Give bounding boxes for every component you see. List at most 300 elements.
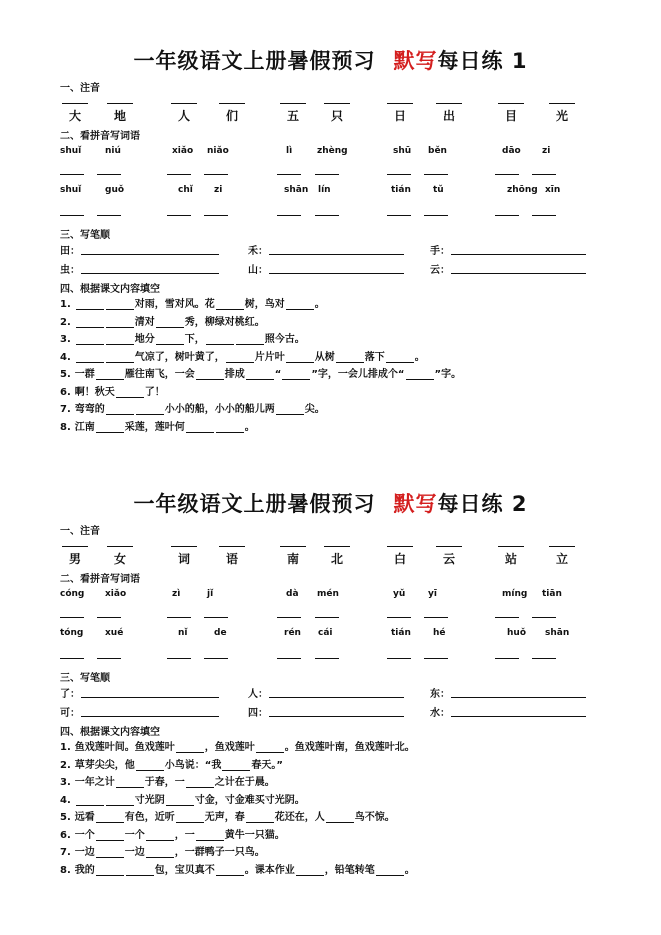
stroke-label: 东：: [430, 689, 450, 700]
character: 目: [504, 109, 517, 123]
answer-line: [387, 215, 411, 216]
section-pinyin-heading: 二、看拼音写词语: [60, 131, 140, 142]
pinyin-write-line: [171, 546, 197, 547]
stroke-label: 人：: [248, 689, 268, 700]
pinyin-write-line: [324, 546, 350, 547]
sentence-text: 尖。: [304, 404, 325, 415]
section-zhuyin-heading: 一、注音: [60, 526, 100, 537]
pinyin-word: shuǐ: [60, 185, 82, 195]
sentence-text: 一边: [124, 847, 145, 858]
answer-line: [495, 617, 519, 618]
fill-blank-sentence: [60, 756, 283, 771]
section-fill-heading: 四、根据课文内容填空: [60, 284, 160, 295]
fill-blank: [116, 777, 144, 788]
fill-blank-sentence: [60, 773, 275, 788]
section-stroke-heading: 三、写笔顺: [60, 230, 110, 241]
sentence-text: 秀，柳绿对桃红。: [184, 316, 265, 328]
sentence-text: 寸光阴: [134, 794, 165, 806]
fill-blank: [146, 847, 174, 858]
pinyin-word: běn: [428, 146, 447, 156]
sentence-text: 于春，一: [144, 777, 185, 788]
answer-line: [532, 215, 556, 216]
fill-blank: [296, 865, 324, 876]
stroke-write-line: [269, 716, 404, 717]
fill-blank-sentence: [60, 365, 461, 380]
fill-blank: [176, 812, 204, 823]
sentence-text: 雁往南飞，一会: [124, 369, 195, 380]
stroke-write-line: [269, 273, 404, 274]
pinyin-word: xué: [105, 628, 124, 638]
answer-line: [315, 658, 339, 659]
pinyin-write-line: [62, 103, 88, 104]
answer-line: [60, 658, 84, 659]
pinyin-write-line: [171, 103, 197, 104]
fill-blank-sentence: [60, 313, 265, 328]
sentence-text: 我的: [74, 864, 95, 876]
sentence-text: 从树: [314, 351, 335, 363]
fill-blank-sentence: [60, 826, 285, 841]
sentence-text: 气凉了，树叶黄了，: [134, 351, 225, 363]
character: 云: [442, 552, 455, 566]
fill-blank-sentence: [60, 738, 415, 753]
answer-line: [424, 174, 448, 175]
fill-blank: [76, 317, 104, 328]
character: 大: [68, 109, 81, 123]
character: 白: [393, 552, 406, 566]
fill-blank: [116, 387, 144, 398]
sentence-text: ，一: [174, 829, 195, 841]
fill-blank-sentence: [60, 400, 325, 415]
sentence-text: 下，: [184, 334, 205, 345]
fill-blank: [76, 795, 104, 806]
fill-blank-sentence: [60, 808, 395, 823]
fill-blank: [256, 742, 284, 753]
fill-blank: [136, 404, 164, 415]
pinyin-word: cóng: [60, 589, 85, 599]
stroke-write-line: [81, 716, 219, 717]
sentence-text: 一年之计: [74, 777, 115, 788]
pinyin-word: zì: [172, 589, 181, 599]
sentence-text: 6.: [60, 386, 71, 398]
fill-blank: [106, 317, 134, 328]
character: 只: [330, 109, 343, 123]
pinyin-word: mén: [317, 589, 339, 599]
sentence-text: 有色，近听: [124, 812, 175, 823]
sentence-text: 黄牛一只猫。: [224, 829, 285, 841]
character: 站: [504, 552, 517, 566]
character: 人: [177, 109, 190, 123]
fill-blank: [186, 777, 214, 788]
sentence-text: 草芽尖尖，他: [74, 759, 135, 771]
sentence-text: 。鱼戏莲叶南，鱼戏莲叶北。: [284, 742, 415, 753]
pinyin-word: niǎo: [207, 146, 229, 156]
character: 们: [225, 109, 238, 123]
sentence-text: 3.: [60, 777, 71, 788]
answer-line: [495, 215, 519, 216]
stroke-write-line: [451, 273, 586, 274]
fill-blank: [96, 369, 124, 380]
stroke-write-line: [81, 697, 219, 698]
section-zhuyin-heading: 一、注音: [60, 83, 100, 94]
pinyin-word: míng: [502, 589, 528, 599]
title-red: 默写: [393, 49, 438, 73]
sentence-text: 。: [244, 421, 255, 433]
fill-blank: [96, 847, 124, 858]
sentence-text: 小鸟说：“我: [164, 759, 222, 771]
sentence-text: 江南: [74, 421, 95, 433]
title-red: 默写: [393, 492, 438, 516]
sentence-text: 排成: [224, 369, 245, 380]
pinyin-word: zhōng: [507, 185, 538, 195]
fill-blank: [106, 404, 134, 415]
answer-line: [60, 174, 84, 175]
fill-blank: [276, 404, 304, 415]
character: 光: [555, 109, 568, 123]
fill-blank-sentence: [60, 843, 265, 858]
sentence-text: 花还在，人: [274, 812, 325, 823]
worksheet-2: [0, 488, 661, 928]
fill-blank-sentence: [60, 383, 165, 398]
pinyin-word: tián: [391, 628, 411, 638]
fill-blank: [106, 334, 134, 345]
pinyin-word: de: [214, 628, 227, 638]
sentence-text: 无声，春: [204, 812, 245, 823]
stroke-label: 手：: [430, 246, 450, 257]
sentence-text: 树，鸟对: [244, 299, 285, 310]
answer-line: [167, 174, 191, 175]
pinyin-word: tiān: [542, 589, 562, 599]
pinyin-word: hé: [433, 628, 446, 638]
pinyin-word: guǒ: [105, 185, 125, 195]
answer-line: [97, 215, 121, 216]
sentence-text: ”字。: [434, 369, 462, 380]
pinyin-write-line: [324, 103, 350, 104]
fill-blank: [166, 795, 194, 806]
stroke-label: 水：: [430, 708, 450, 719]
fill-blank: [156, 317, 184, 328]
character: 出: [442, 109, 455, 123]
sentence-text: 弯弯的: [74, 404, 105, 415]
answer-line: [532, 617, 556, 618]
fill-blank: [222, 760, 250, 771]
sentence-text: 鸟不惊。: [354, 812, 395, 823]
sentence-text: 鱼戏莲叶间。鱼戏莲叶: [74, 742, 175, 753]
title-suffix: 每日练 1: [437, 49, 528, 73]
sentence-text: 远看: [74, 812, 95, 823]
fill-blank: [96, 812, 124, 823]
pinyin-write-line: [387, 103, 413, 104]
sentence-text: 一群: [74, 369, 95, 380]
answer-line: [204, 658, 228, 659]
answer-line: [60, 617, 84, 618]
worksheet-title: [0, 488, 661, 518]
character: 五: [286, 109, 299, 123]
sentence-text: 采莲，莲叶何: [124, 421, 185, 433]
answer-line: [277, 174, 301, 175]
fill-blank-sentence: [60, 791, 305, 806]
pinyin-word: huǒ: [507, 628, 526, 638]
fill-blank: [106, 299, 134, 310]
sentence-text: 小小的船，小小的船儿两: [164, 404, 275, 415]
answer-line: [167, 215, 191, 216]
sentence-text: 照今古。: [264, 334, 305, 345]
answer-line: [277, 658, 301, 659]
pinyin-write-line: [107, 546, 133, 547]
sentence-text: 啊！秋天: [74, 386, 115, 398]
pinyin-word: lín: [318, 185, 331, 195]
answer-line: [277, 215, 301, 216]
section-pinyin-heading: 二、看拼音写词语: [60, 574, 140, 585]
fill-blank: [246, 812, 274, 823]
worksheet-1: [0, 45, 661, 485]
answer-line: [315, 174, 339, 175]
sentence-text: ，鱼戏莲叶: [204, 742, 255, 753]
sentence-text: 1.: [60, 742, 71, 753]
answer-line: [97, 174, 121, 175]
sentence-text: ，一群鸭子一只鸟。: [174, 847, 265, 858]
sentence-text: 一边: [74, 847, 95, 858]
fill-blank: [286, 352, 314, 363]
stroke-label: 云：: [430, 265, 450, 276]
character: 南: [286, 552, 299, 566]
answer-line: [277, 617, 301, 618]
sentence-text: 地分: [134, 334, 155, 345]
fill-blank: [176, 742, 204, 753]
answer-line: [167, 617, 191, 618]
pinyin-word: xiǎo: [172, 146, 194, 156]
pinyin-word: shuǐ: [60, 146, 82, 156]
sentence-text: 4.: [60, 351, 71, 363]
sentence-text: 春天。”: [251, 759, 283, 771]
fill-blank: [96, 865, 124, 876]
title-suffix: 每日练 2: [437, 492, 528, 516]
sentence-text: 3.: [60, 334, 71, 345]
sentence-text: 。: [404, 864, 415, 876]
fill-blank: [96, 830, 124, 841]
answer-line: [204, 617, 228, 618]
pinyin-write-line: [280, 103, 306, 104]
pinyin-word: shū: [393, 146, 412, 156]
pinyin-word: yǔ: [393, 589, 406, 599]
pinyin-word: lì: [286, 146, 293, 156]
pinyin-write-line: [498, 103, 524, 104]
sentence-text: 8.: [60, 421, 71, 433]
title-main: 一年级语文上册暑假预习: [133, 492, 376, 516]
stroke-label: 了：: [60, 689, 80, 700]
sentence-text: 4.: [60, 794, 71, 806]
sentence-text: 寸金，寸金难买寸光阴。: [194, 794, 305, 806]
stroke-label: 四：: [248, 708, 268, 719]
sentence-text: 7.: [60, 847, 71, 858]
sentence-text: 5.: [60, 369, 71, 380]
sentence-text: 清对: [134, 316, 155, 328]
title-main: 一年级语文上册暑假预习: [133, 49, 376, 73]
fill-blank: [106, 352, 134, 363]
pinyin-write-line: [549, 103, 575, 104]
sentence-text: 2.: [60, 316, 71, 328]
answer-line: [167, 658, 191, 659]
answer-line: [424, 658, 448, 659]
pinyin-word: zhèng: [317, 146, 348, 156]
answer-line: [424, 215, 448, 216]
sentence-text: 7.: [60, 404, 71, 415]
sentence-text: 一个: [124, 829, 145, 841]
pinyin-word: xiǎo: [105, 589, 127, 599]
fill-blank: [386, 352, 414, 363]
pinyin-write-line: [280, 546, 306, 547]
character: 地: [113, 109, 126, 123]
sentence-text: 之计在于晨。: [214, 777, 275, 788]
fill-blank: [76, 299, 104, 310]
pinyin-word: zi: [214, 185, 223, 195]
pinyin-word: nǐ: [178, 628, 188, 638]
pinyin-write-line: [549, 546, 575, 547]
fill-blank: [286, 299, 314, 310]
fill-blank: [246, 369, 274, 380]
stroke-write-line: [269, 254, 404, 255]
pinyin-write-line: [387, 546, 413, 547]
sentence-text: 5.: [60, 812, 71, 823]
character: 词: [177, 552, 190, 566]
stroke-label: 山：: [248, 265, 268, 276]
answer-line: [387, 617, 411, 618]
fill-blank: [96, 422, 124, 433]
pinyin-write-line: [436, 103, 462, 104]
pinyin-write-line: [107, 103, 133, 104]
section-stroke-heading: 三、写笔顺: [60, 673, 110, 684]
answer-line: [97, 617, 121, 618]
fill-blank-sentence: [60, 348, 425, 363]
section-fill-heading: 四、根据课文内容填空: [60, 727, 160, 738]
pinyin-word: tián: [391, 185, 411, 195]
sentence-text: 2.: [60, 759, 71, 771]
pinyin-word: chǐ: [178, 185, 193, 195]
fill-blank: [216, 422, 244, 433]
fill-blank-sentence: [60, 295, 325, 310]
fill-blank: [336, 352, 364, 363]
answer-line: [532, 658, 556, 659]
answer-line: [204, 215, 228, 216]
sentence-text: 一个: [74, 829, 95, 841]
sentence-text: ，铅笔转笔: [324, 864, 375, 876]
fill-blank: [106, 795, 134, 806]
stroke-write-line: [81, 273, 219, 274]
sentence-text: 。课本作业: [244, 864, 295, 876]
pinyin-word: tóng: [60, 628, 84, 638]
fill-blank: [76, 334, 104, 345]
character: 男: [68, 552, 81, 566]
fill-blank: [326, 812, 354, 823]
sentence-text: 。: [314, 299, 325, 310]
pinyin-word: yī: [428, 589, 437, 599]
fill-blank: [76, 352, 104, 363]
sentence-text: 包，宝贝真不: [154, 864, 215, 876]
fill-blank: [126, 865, 154, 876]
stroke-write-line: [81, 254, 219, 255]
pinyin-write-line: [219, 103, 245, 104]
pinyin-word: niú: [105, 146, 121, 156]
pinyin-write-line: [436, 546, 462, 547]
answer-line: [495, 174, 519, 175]
pinyin-word: dà: [286, 589, 299, 599]
worksheet-title: [0, 45, 661, 75]
fill-blank: [206, 334, 234, 345]
stroke-label: 田：: [60, 246, 80, 257]
answer-line: [204, 174, 228, 175]
fill-blank: [156, 334, 184, 345]
pinyin-word: shān: [545, 628, 570, 638]
pinyin-word: zi: [542, 146, 551, 156]
fill-blank: [136, 760, 164, 771]
pinyin-write-line: [498, 546, 524, 547]
answer-line: [495, 658, 519, 659]
pinyin-word: cái: [318, 628, 333, 638]
fill-blank: [146, 830, 174, 841]
answer-line: [387, 174, 411, 175]
sentence-text: 8.: [60, 864, 71, 876]
character: 立: [555, 552, 568, 566]
fill-blank: [226, 352, 254, 363]
answer-line: [97, 658, 121, 659]
sentence-text: 了！: [144, 386, 165, 398]
character: 日: [393, 109, 406, 123]
answer-line: [532, 174, 556, 175]
character: 语: [225, 552, 238, 566]
sentence-text: 落下: [364, 351, 385, 363]
pinyin-write-line: [62, 546, 88, 547]
answer-line: [315, 215, 339, 216]
sentence-text: 1.: [60, 299, 71, 310]
sentence-text: 对雨，雪对风。花: [134, 299, 215, 310]
sentence-text: ”字，一会儿排成个“: [311, 369, 405, 380]
stroke-write-line: [451, 697, 586, 698]
fill-blank: [376, 865, 404, 876]
stroke-label: 虫：: [60, 265, 80, 276]
answer-line: [387, 658, 411, 659]
stroke-write-line: [269, 697, 404, 698]
answer-line: [60, 215, 84, 216]
stroke-write-line: [451, 254, 586, 255]
fill-blank: [186, 422, 214, 433]
sentence-text: 片片叶: [254, 351, 285, 363]
sentence-text: 。: [414, 351, 425, 363]
pinyin-word: jǐ: [207, 589, 214, 599]
sentence-text: “: [274, 369, 282, 380]
fill-blank: [196, 369, 224, 380]
pinyin-write-line: [219, 546, 245, 547]
fill-blank: [196, 830, 224, 841]
fill-blank: [216, 299, 244, 310]
fill-blank-sentence: [60, 861, 415, 876]
sentence-text: 6.: [60, 829, 71, 841]
stroke-label: 可：: [60, 708, 80, 719]
pinyin-word: xīn: [545, 185, 561, 195]
fill-blank: [216, 865, 244, 876]
character: 女: [113, 552, 126, 566]
answer-line: [424, 617, 448, 618]
fill-blank: [282, 369, 310, 380]
pinyin-word: rén: [284, 628, 301, 638]
answer-line: [315, 617, 339, 618]
pinyin-word: dāo: [502, 146, 521, 156]
fill-blank: [236, 334, 264, 345]
stroke-label: 禾：: [248, 246, 268, 257]
fill-blank-sentence: [60, 330, 305, 345]
character: 北: [330, 552, 343, 566]
fill-blank: [406, 369, 434, 380]
pinyin-word: tǔ: [433, 185, 444, 195]
stroke-write-line: [451, 716, 586, 717]
